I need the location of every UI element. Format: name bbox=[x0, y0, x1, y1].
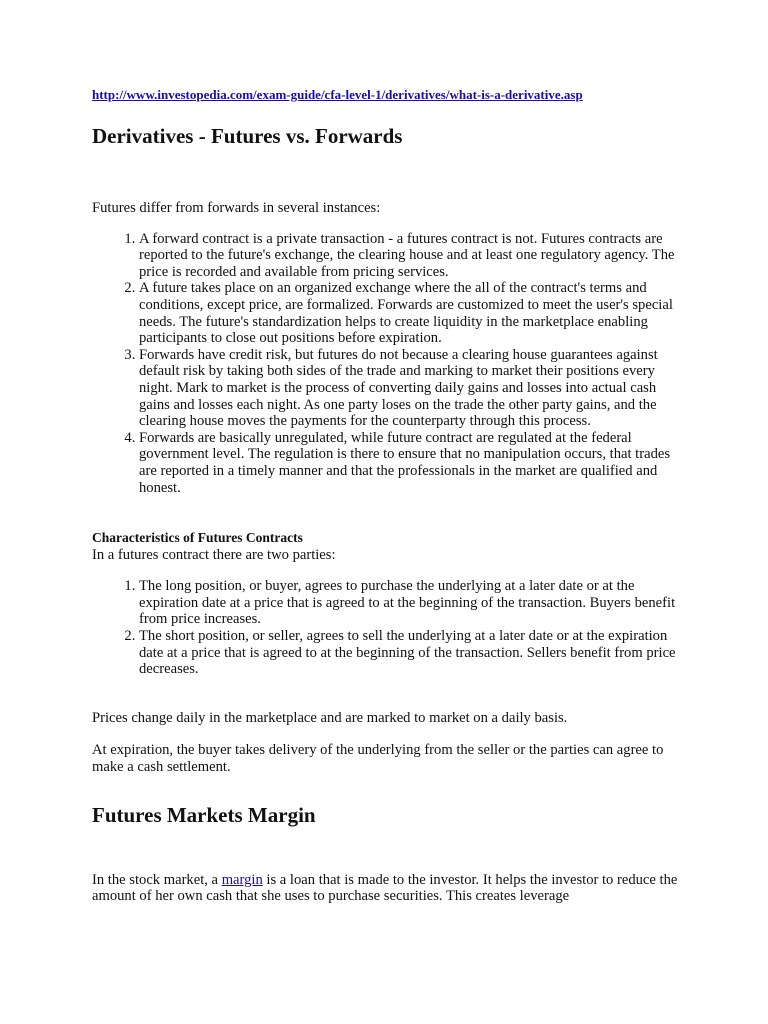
parties-list bbox=[92, 578, 682, 678]
intro-paragraph: Futures differ from forwards in several instances: bbox=[92, 200, 381, 216]
expiration-paragraph: At expiration, the buyer takes delivery of the underlying from the seller or the parties can agree to make a cash settlement. bbox=[92, 742, 664, 776]
list-item: 4. Forwards are basically unregulated, while future contract are regulated at the federal government level. The regulation is there to ensure that no manipulation occurs, that trades are reported in a timely manner and that the professionals in the market are qualified and honest. bbox=[139, 430, 682, 496]
page-title: Derivatives - Futures vs. Forwards bbox=[92, 124, 403, 148]
margin-paragraph bbox=[92, 872, 682, 905]
list-item: 2. The short position, or seller, agrees to sell the underlying at a later date or at the expiration date at a price that is agreed to at the beginning of the transaction. Sellers benefit from price decreases. bbox=[139, 628, 682, 678]
document-page bbox=[92, 87, 682, 905]
characteristics-heading: Characteristics of Futures Contracts bbox=[92, 530, 303, 546]
list-item: 1. The long position, or buyer, agrees to purchase the underlying at a later date or at the expiration date at a price that is agreed to at the beginning of the transaction. Buyers benefit from price increases. bbox=[139, 578, 682, 628]
list-item: 2. A future takes place on an organized exchange where the all of the contract's terms and conditions, except price, are formalized. Forwards are customized to meet the user's special needs. The future's standardization helps to create liquidity in the marketplace enabling participants to close out positions before expiration. bbox=[139, 280, 682, 346]
characteristics-lead: In a futures contract there are two parties: bbox=[92, 546, 336, 563]
margin-text-after: is a loan that is made to the investor. It helps the investor to reduce the amount of her own cash that she uses to purchase securities. This creates leverage bbox=[92, 871, 678, 905]
list-item: 1. A forward contract is a private transaction - a futures contract is not. Futures contracts are reported to the future's exchange, the clearing house and at least one regulatory agency. The price is recorded and available from pricing services. bbox=[139, 231, 682, 281]
differences-list bbox=[92, 231, 682, 497]
list-item: 3. Forwards have credit risk, but futures do not because a clearing house guarantees against default risk by taking both sides of the trade and marking to market their positions every night. Mark to market is the process of converting daily gains and losses into actual cash gains and losses each night. As one party loses on the trade the other party gains, and the clearing house moves the payments for the counterparty through this process. bbox=[139, 347, 682, 430]
source-url-link[interactable]: http://www.investopedia.com/exam-guide/cfa-level-1/derivatives/what-is-a-derivative.asp bbox=[92, 87, 583, 102]
margin-link[interactable]: margin bbox=[221, 871, 263, 888]
margin-section-title: Futures Markets Margin bbox=[92, 802, 316, 827]
margin-text-before: In the stock market, a bbox=[92, 871, 222, 888]
prices-paragraph: Prices change daily in the marketplace and are marked to market on a daily basis. bbox=[92, 709, 568, 726]
